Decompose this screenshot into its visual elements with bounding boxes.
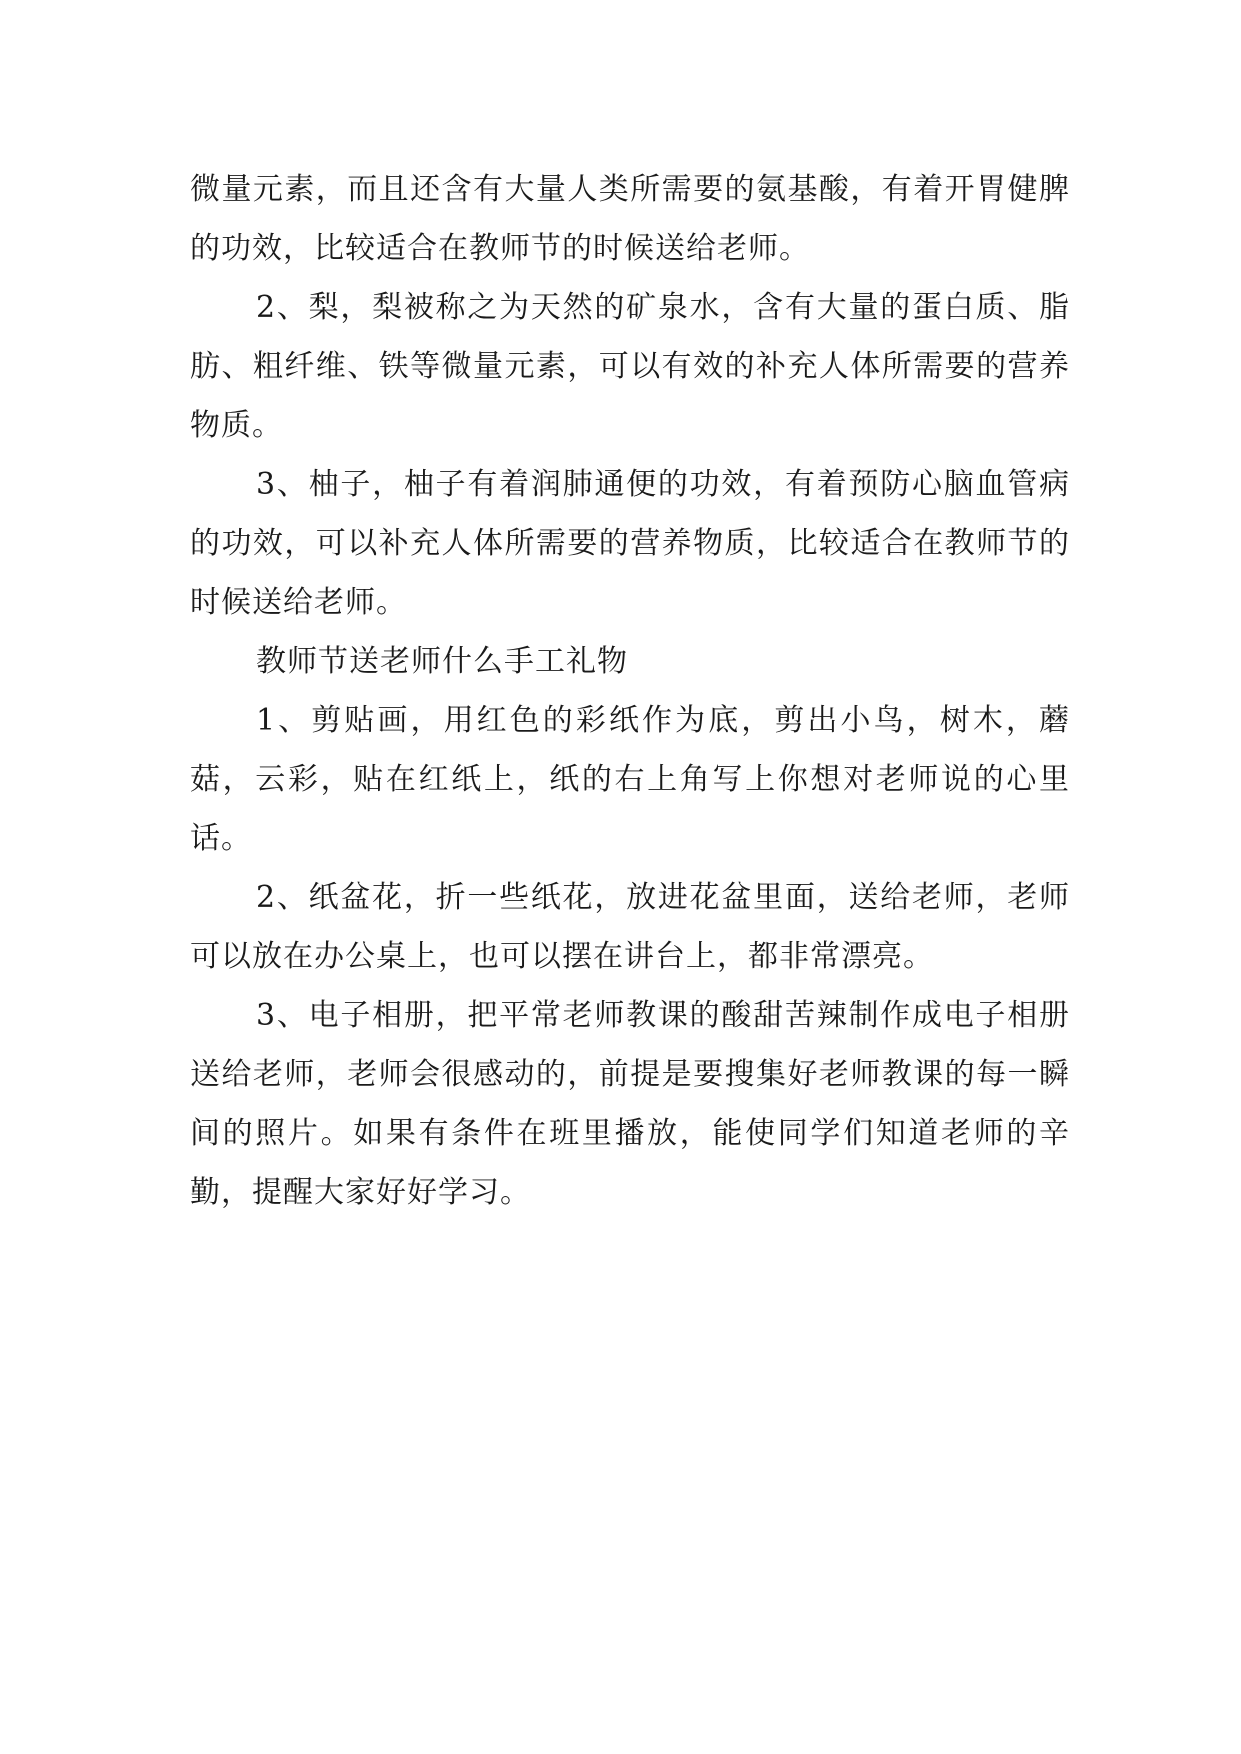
paragraph-pear: 2、梨，梨被称之为天然的矿泉水，含有大量的蛋白质、脂肪、粗纤维、铁等微量元素，可以有效的补充人体所需要的营养物质。 <box>190 290 1070 443</box>
document-body <box>190 160 1070 1222</box>
paragraph-pomelo: 3、柚子，柚子有着润肺通便的功效，有着预防心脑血管病的功效，可以补充人体所需要的营养物质，比较适合在教师节的时候送给老师。 <box>190 467 1070 620</box>
paragraph-collage: 1、剪贴画，用红色的彩纸作为底，剪出小鸟，树木，蘑菇，云彩，贴在红纸上，纸的右上角写上你想对老师说的心里话。 <box>190 703 1070 856</box>
paragraph-continuation: 微量元素，而且还含有大量人类所需要的氨基酸，有着开胃健脾的功效，比较适合在教师节的时候送给老师。 <box>190 172 1070 266</box>
paragraph-photo-album: 3、电子相册，把平常老师教课的酸甜苦辣制作成电子相册送给老师，老师会很感动的，前提是要搜集好老师教课的每一瞬间的照片。如果有条件在班里播放，能使同学们知道老师的辛勤，提醒大家好好学习。 <box>190 998 1070 1210</box>
paragraph-paper-flowers: 2、纸盆花，折一些纸花，放进花盆里面，送给老师，老师可以放在办公桌上，也可以摆在讲台上，都非常漂亮。 <box>190 880 1070 974</box>
section-heading-handmade-gifts: 教师节送老师什么手工礼物 <box>256 644 628 679</box>
